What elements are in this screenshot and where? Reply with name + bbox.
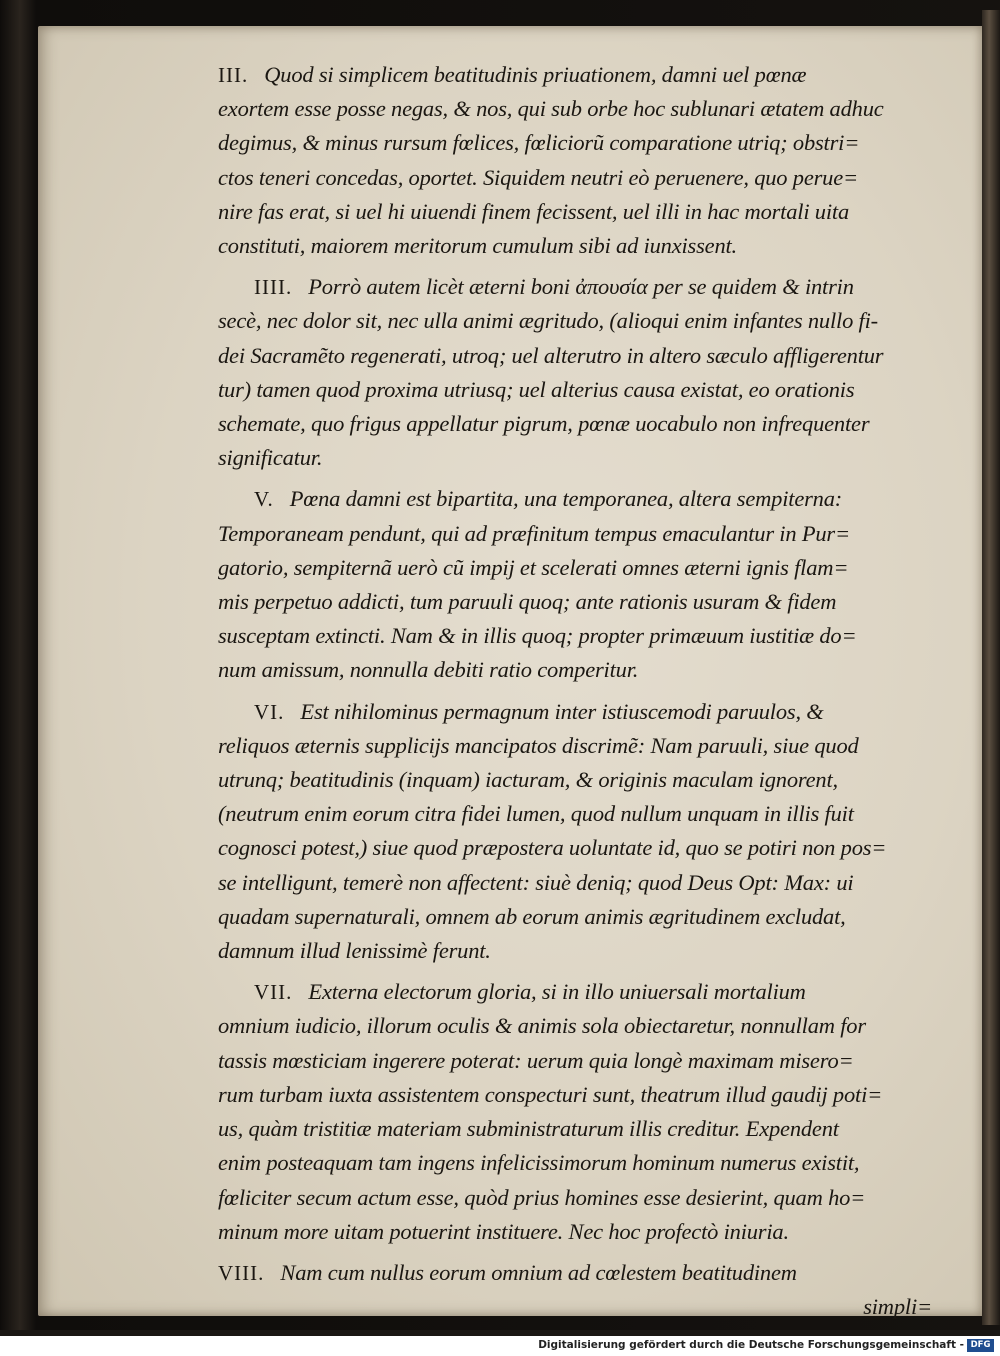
text-line: tassis mœsticiam ingerere poterat: uerum quia longè maximam misero= <box>218 1047 854 1073</box>
text-line: cognosci potest,) siue quod præpostera uoluntate id, quo se potiri non pos= <box>218 835 887 861</box>
text-line: fœliciter secum actum esse, quòd prius homines esse desierint, quam ho= <box>218 1184 866 1210</box>
text-line: dei Sacramẽto regenerati, utroq; uel alterutro in altero sæculo affligerentur <box>218 342 884 368</box>
footer-credit: Digitalisierung gefördert durch die Deutsche Forschungsgemeinschaft - <box>538 1339 964 1351</box>
paragraph-number: III. <box>218 63 249 87</box>
book-edge <box>982 10 1000 1325</box>
text-line: Pœna damni est bipartita, una temporanea, altera sempiterna: <box>289 486 843 512</box>
text-line: gatorio, sempiternã uerò cũ impij et scelerati omnes æterni ignis flam= <box>218 554 849 580</box>
text-line: significatur. <box>218 445 323 471</box>
text-line: rum turbam iuxta assistentem conspecturi sunt, theatrum illud gaudij poti= <box>218 1081 883 1107</box>
text-line: degimus, & minus rursum fœlices, fœliciorũ comparatione utriq; obstri= <box>218 130 860 156</box>
text-line: Quod si simplicem beatitudinis priuationem, damni uel pœnæ <box>264 62 807 87</box>
text-line: tur) tamen quod proxima utriusq; uel alterius causa existat, eo orationis <box>218 376 855 402</box>
text-line: quadam supernaturali, omnem ab eorum animis ægritudinem excludat, <box>218 903 846 929</box>
paragraph-number: VII. <box>254 980 293 1005</box>
paragraph-6 <box>218 695 932 969</box>
text-line: Est nihilominus permagnum inter istiuscemodi paruulos, & <box>300 698 824 724</box>
text-line: susceptam extincti. Nam & in illis quoq; propter primæuum iustitiæ do= <box>218 623 857 649</box>
paragraph-3 <box>218 58 932 263</box>
text-line: num amissum, nonnulla debiti ratio comperitur. <box>218 657 639 683</box>
text-line: exortem esse posse negas, & nos, qui sub orbe hoc sublunari ætatem adhuc <box>218 96 884 122</box>
paragraph-number: VIII. <box>218 1260 265 1285</box>
text-line: Temporaneam pendunt, qui ad præfinitum tempus emaculantur in Pur= <box>218 520 850 546</box>
text-line: mis perpetuo addicti, tum paruuli quoq; ante rationis usuram & fidem <box>218 589 837 615</box>
text-line: constituti, maiorem meritorum cumulum sibi ad iunxissent. <box>218 233 737 259</box>
text-line: utrunq; beatitudinis (inquam) iacturam, & originis maculam ignorent, <box>218 767 838 793</box>
text-line: se intelligunt, temerè non affectent: siuè deniq; quod Deus Opt: Max: ui <box>218 869 854 895</box>
paragraph-4 <box>218 270 932 475</box>
footer-bar <box>0 1336 1000 1356</box>
paragraph-5 <box>218 482 932 687</box>
text-line: Externa electorum gloria, si in illo uniuersali mortalium <box>308 979 806 1005</box>
catchword: simpli= <box>863 1294 932 1320</box>
paragraph-8 <box>218 1256 932 1324</box>
text-line: damnum illud lenissimè ferunt. <box>218 938 491 964</box>
paragraph-7 <box>218 975 932 1249</box>
text-line: secè, nec dolor sit, nec ulla animi ægritudo, (alioqui enim infantes nullo fi- <box>218 308 878 334</box>
dfg-logo: DFG <box>967 1339 994 1352</box>
paragraph-number: V. <box>254 487 274 512</box>
text-line: ctos teneri concedas, oportet. Siquidem neutri eò peruenere, quo perue= <box>218 164 858 190</box>
text-line: (neutrum enim eorum citra fidei lumen, quod nullum unquam in illis fuit <box>218 801 854 827</box>
paragraph-number: VI. <box>254 699 285 724</box>
text-line: Nam cum nullus eorum omnium ad cœlestem beatitudinem <box>280 1259 797 1285</box>
text-line: Porrò autem licèt æterni boni ἀπουσία per se quidem & intrin <box>308 274 854 300</box>
text-line: us, quàm tristitiæ materiam subministraturum illis creditur. Expendent <box>218 1116 839 1142</box>
text-line: minum more uitam potuerint instituere. Nec hoc profectò iniuria. <box>218 1218 789 1244</box>
page-text <box>218 58 932 1331</box>
paragraph-number: IIII. <box>254 275 293 300</box>
text-line: reliquos æternis supplicijs mancipatos discrimẽ: Nam paruuli, siue quod <box>218 732 859 758</box>
text-line: nire fas erat, si uel hi uiuendi finem fecissent, uel illi in hac mortali uita <box>218 198 850 224</box>
text-line: omnium iudicio, illorum oculis & animis sola obiectaretur, nonnullam for <box>218 1013 866 1039</box>
text-line: schemate, quo frigus appellatur pigrum, pœnæ uocabulo non infrequenter <box>218 411 870 437</box>
text-line: enim posteaquam tam ingens infelicissimorum hominum numerus existit, <box>218 1150 860 1176</box>
